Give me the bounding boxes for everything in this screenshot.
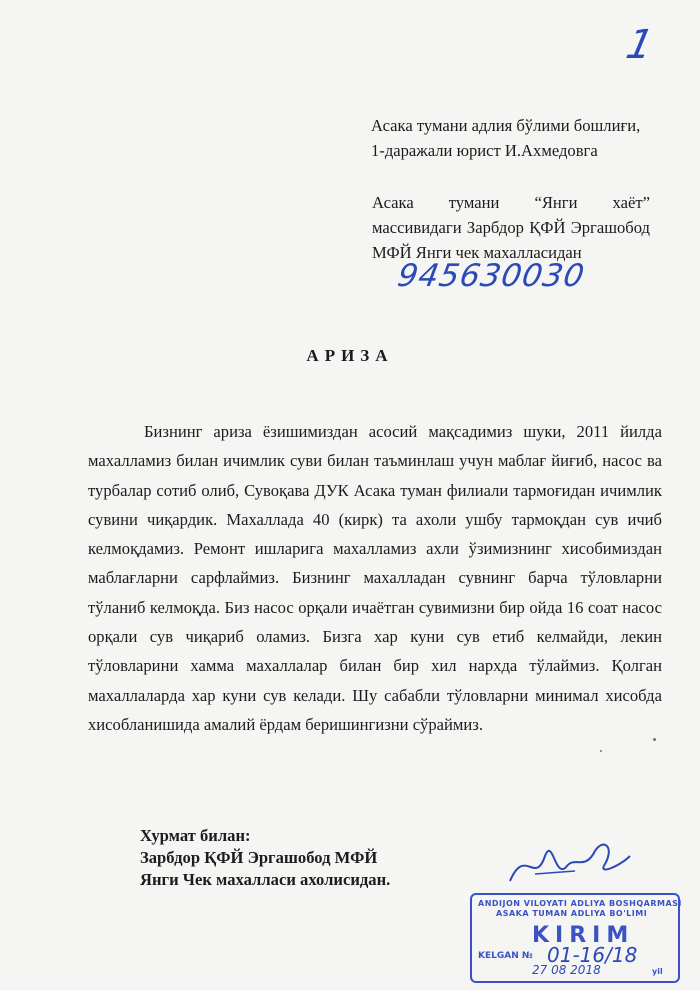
signature-icon — [505, 826, 635, 896]
registration-stamp — [470, 893, 680, 983]
addressee-line: Асака тумани адлия бўлими бошлиғи, — [371, 116, 641, 135]
addressee-block — [371, 113, 661, 163]
closing-line: Янги Чек махалласи ахолисидан. — [140, 870, 391, 889]
stamp-handwritten-date: 27 08 2018 — [532, 963, 601, 977]
sender-block — [372, 190, 650, 265]
body-paragraph: Бизнинг ариза ёзишимиздан асосий мақсадимиз шуки, 2011 йилда махалламиз билан ичимлик суви билан таъминлаш учун маблағ йиғиб, насос ва турбалар сотиб олиб, Сувоқава ДУК Асака туман филиали тармоғидан ичимлик сувини чиқардик. Махаллада 40 (кирк) та ахоли ушбу тармоқдан сув ичиб келмоқдамиз. Ремонт ишларига махалламиз ахли ўзимизнинг хисобимиздан маблағларни сарфлаймиз. Бизнинг махалладан сувнинг барча тўловларни тўланиб келмоқда. Биз насос орқали ичаётган сувимизни бир ойда 16 соат насос орқали сув чиқариб оламиз. Бизга хар куни сув етиб келмайди, лекин тўловларини хамма махаллалар билан бир хил нархда тўлаймиз. Қолган махаллаларда хар куни сув келади. Шу сабабли тўловларни минимал хисобда хисобланишида амалий ёрдам беришингизни сўраймиз. — [88, 422, 662, 734]
sender-line: Асака тумани “Янги хаёт” — [372, 193, 650, 212]
stamp-kirim: KIRIM — [532, 923, 635, 948]
sender-line: МФЙ Янги чек махалласидан — [372, 243, 582, 262]
closing-line: Хурмат билан: — [140, 826, 251, 845]
stamp-year-suffix: yil — [652, 967, 663, 976]
sender-line: массивидаги Зарбдор ҚФЙ Эргашобод — [372, 218, 650, 237]
closing-line: Зарбдор ҚФЙ Эргашобод МФЙ — [140, 848, 378, 867]
page-number: 1 — [622, 22, 658, 68]
document-title: АРИЗА — [306, 346, 394, 365]
stamp-number-label: KELGAN № — [478, 951, 533, 961]
addressee-line: 1-даражали юрист И.Ахмедовга — [371, 141, 598, 160]
stamp-line: ASAKA TUMAN ADLIYA BO'LIMI — [496, 909, 648, 918]
handwritten-phone: 945630030 — [394, 258, 588, 294]
paper-speck — [653, 738, 656, 741]
stamp-line: ANDIJON VILOYATI ADLIYA BOSHQARMASI — [478, 899, 682, 908]
stamp-handwritten-number: 01-16/18 — [547, 943, 638, 967]
paper-speck — [600, 750, 602, 752]
closing-block — [140, 825, 390, 891]
